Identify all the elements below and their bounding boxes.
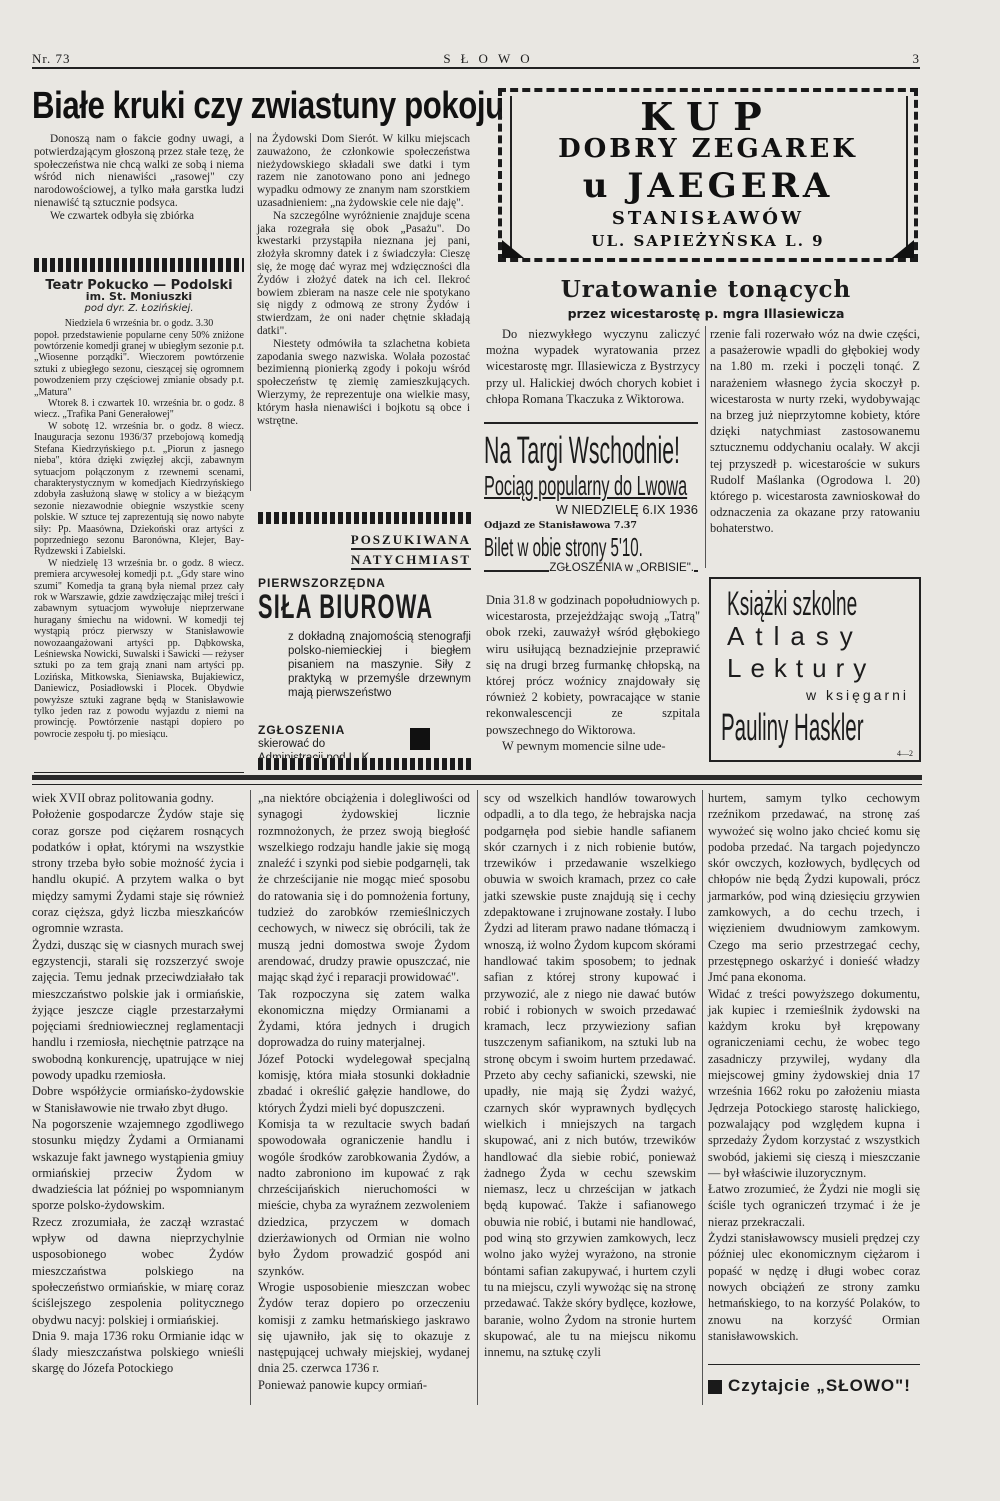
ad-fair-ticket: Bilet w obie strony 5'10. [484,532,643,562]
article1-para: na Żydowski Dom Sierót. W kilku miejscach zauważono, że członkowie społeczeństwa nieżydowskiego składali swe datki i tym razem nie zanotowano pono ani jednego wypadku odmowy ze znanym nam szorstkiem uzasadnieniem: „na żydowskie cele nie daję". [257,133,470,209]
masthead [32,52,920,66]
ornament-bar [258,758,471,770]
theatre-date: Niedziela 6 września br. o godz. 3.30 [64,318,214,330]
ad-street: UL. SAPIEŻYŃSKA L. 9 [591,232,825,250]
rescue-para: W pewnym momencie silne ude- [502,738,666,753]
black-square-icon [708,1380,722,1394]
section-divider [32,775,922,780]
theatre-notice [34,280,244,740]
column-rule [250,133,251,491]
ad-pierwszorzedna: PIERWSZORZĘDNA [258,576,386,590]
theatre-title: Teatr Pokucko — Podolski [45,278,233,293]
paper-title: SŁOWO [443,51,540,66]
page-number: 3 [912,51,920,66]
article2-col1: wiek XVII obraz politowania godny. Położenie gospodarcze Żydów staje się coraz gorsze pod ciężarem rosnących podatków i opłat, którymi na wszystkie strony trzeba było sobie możność życia i handlu okupić. A przytem walka o byt między samymi Żydami staje się również coraz cięższa, gdyż liczba mieszkańców ogromnie wzrasta. Żydzi, dusząc się w ciasnych murach swej egzystencji, starali się rozszerzyć swoje zajęcia. Temu jednak przeciwdziałało tak mieszczaństwo polskie jak i ormiańskie, żyjące jeszcze ciągle przestarzałymi pojęciami średniowiecznej reglamentacji handlu i rzemiosła, niechętnie patrzące na swobodną konkurencję, upatrujące w niej powody upadku rzemiosła. Dobre współżycie ormiańsko-żydowskie w Stanisławowie nie trwało zbyt długo. Na pogorszenie wzajemnego zgodliwego stosunku między Żydami a Ormianami wskazuje fakt jawnego wystąpienia gmiuy ormiańskiej przeciw Żydom w dwadzieścia lat później po wspomnianym sporze polsko-żydowskim. Rzecz zrozumiała, że zaczął wzrastać wpływ od dawna nieprzychylnie usposobionego wobec Żydów mieszczaństwa polskiego na społeczeństwo ormiańskie, w miarę coraz ściślejszego zespolenia politycznego obydwu nacyj: polskiej i ormiańskiej. Dnia 9. maja 1736 roku Ormianie idąc w ślady mieszczaństwa polskiego wnieśli skargę do Józefa Potockiego [32,791,244,1376]
article2-col2: „na niektóre obciążenia i dolegliwości od synagogi żydowskiej licznie rozmnożonych, że przez swoją biegłość wszelkiego rodzaju handle jakie się mogą znaleźć i szynki pod siebie podgarnęli, tak że chrześcijanie nie mogąc mieć sposobu do ratowania się i do pomnożenia fortuny, tudzież do zarobków rzemieślniczych cechowych, w niwecz się obrócili, tak że muszą jedni domostwa swoje Żydom arendować, drudzy prawie opuszczać, nie mając skąd żyć i reparacji prowidować". Tak rozpoczyna się zatem walka ekonomiczna między Ormianami a Żydami, która jednych i drugich doprowadza do ruiny materjalnej. Józef Potocki wydelegował specjalną komisję, która miała stosunki dokładnie zbadać i określić gałęzie handlowe, do których Żydzi mieli być dopuszczeni. Komisja ta w rezultacie swych badań spowodowała ograniczenie handlu i wogóle środków zarobkowania Żydów, a nadto zabroniono im kupować z rąk chrześcijańskich nieruchomości w mieście, chyba za wyraźnem zezwoleniem dziedzica, przyczem w domach dzierżawionych od Ormian nie wolno było Żydom prowadzić gospód ani szynków. Wrogie usposobienie mieszczan wobec Żydów teraz dopiero po orzeczeniu komisji z zamku hetmańskiego jaskrawo się ujawniło, jak się to okazuje z następującej uchwały miejskiej, wydanej dnia 25. czerwca 1736 r. Ponieważ panowie kupcy ormiań- [258,791,470,1392]
ad-fair-contact: ZGŁOSZENIA w „ORBISIE". [549,562,694,574]
article-headline: Białe kruki czy zwiastuny pokoju [32,85,504,127]
ad-kup: KUP [640,94,776,139]
ad-fair-date: W NIEDZIELĘ 6.IX 1936 [555,502,698,517]
black-square-icon [410,728,430,750]
ad-bookstore [709,577,921,762]
ad-body: z dokładną znajomością stenografji polsko-niemieckiej i biegłem pisaniem na maszynie. Siły z praktyką w przemyśle drzewnym mają pierwszeństwo [288,631,471,699]
ad-fair-depart: Odjazd ze Stanisławowa 7.37 [484,520,637,531]
ad-fair-train: Pociąg popularny do Lwowa [484,470,688,501]
rule [708,1364,920,1365]
column-rule [477,790,478,1405]
theatre-para: W niedzielę 13 września br. o godz. 8 wiecz. premiera arcywesołej komedji p.t. „Gdy stare wino szumi" Komedja ta graną była niemal przez cały rok w Warszawie, gdzie zawdzięczając miłej treści i zabawnym sytuacjom wywołuje nieprzerwane huragany śmiechu na widowni. W komedji tej wystąpią prócz pierwszy w Stanisławowie nowozaangażowani artyści pp. Dąbkowska, Leśniewska Nowicki, Suwalski i Sawicki — reżyser sztuki po za tem grają znani nam artyści pp. Lozińska, Mitkowska, Sieniawska, Bujakiewicz, Daniewicz, Posiadłowski i Plocek. Obydwie powyższe sztuki zagrane będą w Stanisławowie tylko jeden raz z powodu wyjazdu z niemi na prowincję. Powtórzenie nastąpi dopiero po powrocie zespołu tj. po miesiącu. [34,557,244,740]
rescue-col3 [486,592,700,754]
rescue-subheadline: przez wicestarostę p. mgra Illasiewicza [567,306,845,321]
article1-para: We czwartek odbyła się zbiórka [50,209,195,222]
rescue-col1 [486,326,700,407]
article1-para: Donoszą nam o fakcie godny uwagi, a potwierdzającym głoszoną przez stałe tezę, że społeczeństwa nie chcą walki ze sobą i niema wśród nich nienawiści „rasowej" czy narodowościowej, a tylko mała garstka ludzi nienawiść tą sztucznie podsyca. [34,133,244,209]
ad-books-lektury: Lektury [727,653,876,683]
ad-books-code: 4—2 [897,749,913,758]
theatre-director: pod dyr. Z. Łozińskiej. [84,302,194,314]
article2-col4: hurtem, samym tylko cechowym rzeźnikom przedawać, na stronę zaś wywożeć się wolno jako chcieć komu się podoba przedać. Na targach pojedynczo skór owczych, kozłowych, bydlęcych od chłopów nie będą Żydzi kupowali, prócz jarmarków, pod winą dziesięciu grzywien zamkowych, a do cechu trzech, i więzieniem dwudniowym zamkowym. Czego ma serio przestrzegać cechy, przestępnego oskarżyć i donieść władzy Jmć pana ekonoma. Widać z treści powyższego dokumentu, jak kupiec i rzemieślnik żydowski na każdym kroku był krępowany ograniczeniami cechu, że wobec tego zasadniczy przywilej, wydany dla miejscowej gminy żydowskiej dnia 17 września 1662 roku po założeniu miasta Jędrzeja Potockiego starostę halickiego, pozwalający pod względem kupna i sprzedaży Żydom korzystać z wszystkich swobód, jakiemi się cieszą i mieszczanie — był właściwie iluzorycznym. Łatwo zrozumieć, że Żydzi nie mogli się ściśle tych ograniczeń trzymać i że je nieraz przekraczali. Żydzi stanisławowscy musieli prędzej czy później ulec ekonomicznym ciężarom i popaść w nędzę i długi wobec coraz nowych obciążeń ze strony zamku hetmańskiego, to na korzyść Polaków, to znowu na korzyść Ormian stanisławowskich. [708,791,920,1343]
ornament-bar [34,258,244,272]
issue-number: Nr. 73 [32,51,71,66]
corner-ornament [502,240,524,258]
ad-books-store: w księgarni [805,687,909,703]
rescue-para: Dnia 31.8 w godzinach popołudniowych p. wicestarosta, przejeżdżając swoją „Tatrą" obok rzeki, zauważył wśród głębokiego wiru usiłującą beznadziejnie przeprawić się na drugi brzeg furmankę chłopską, na której prócz woźnicy znajdowały się również 2 kobiety, powracające w stanie rekonwalescencji ze szpitala powszechnego do Wiktorowa. [486,593,700,737]
article1-para: Na szczególne wyróżnienie znajduje scena jaka rozegrała się obok „Pasażu". Do kwestarki przystąpiła nieznana jej pani, złożyła skromny datek i z świadczyła: Cieszę się, że mogę dać wyraz mej wdzięczności dla Żydów i złożyć datek na ich cel. Ilekroć bowiem zbieram na nasze cele nie spotykano się nigdy z odmową ze strony Żydów i stwierdzam, że oni nader chętnie składają datki". [257,209,470,337]
corner-ornament [892,240,914,258]
ad-fair-title: Na Targi Wschodnie! [484,430,680,472]
column-rule [250,790,251,1405]
theatre-para: popoł. przedstawienie popularne ceny 50% zniżone powtórzenie komedji granej w ubiegłym sezonie p.t. „Wiosenne porządki". Wieczorem powtórzenie sztuki z ubiegłego sezonu, cieszącej się ogromnem powodzeniem przy częściowej zmianie obsady p.t. „Matura" [34,329,244,398]
rescue-headline: Uratowanie tonących [560,276,852,303]
rule [34,772,244,773]
theatre-para: W sobotę 12. września br. o godz. 8 wiecz. Inauguracja sezonu 1936/37 przebojową komedją Stefana Kiedrzyńskiego p.t. „Piorun z jasnego nieba", która dzięki zwięzłej akcji, zabawnym sytuacjom połączonym z rzewnemi scenami, charakterystycznym w komedjach Kiedrzyńskiego zdobyła zasłużoną sławę w stolicy a w bieżącym sezonie niezawodnie obiegnie wszystkie sceny polskie. W sztuce tej zaprezentują się nowo nabyte siły: Pp. Maasówna, Dziekoński oraz artyści z poprzedniego sezonu Baronówna, Klejer, Bay-Rydzewski i Zabielski. [34,420,244,558]
ad-jaegera: u JAEGERA [582,166,834,206]
section-divider [32,784,922,785]
rescue-para: rzenie fali rozerwało wóz na dwie części, a pasażerowie wpadli do głębokiej wody na 1.80 m. rzeki i poczęli tonąć. Z narażeniem własnego życia skoczył p. wicestarosta w nurty rzeki, wydobywając na brzeg już nieprzytomne kobiety, które dzięki natychmiast zastosowanemu sztucznemu oddychaniu ocalały. W akcji tej przyszedł p. wicestaroście w sukurs Rudolf Maślanka (Ogrodowa l. 20) którego p. wicestarosta zawnioskował do odznaczenia za okazane przy ratowaniu bohaterstwo. [710,327,920,536]
ad-zgloszenia: ZGŁOSZENIA [258,723,346,737]
rescue-col2 [710,326,920,537]
ad-natychmiast: NATYCHMIAST [351,552,471,570]
ad-city: STANISŁAWÓW [611,208,805,229]
ad-books-title: Książki szkolne [727,585,858,623]
article1-para: Niestety odmówiła ta szlachetna kobieta zapodania swego nazwiska. Wolała pozostać bezimienną pionierką zgody i pokoju wśród społeczeństw tę ziemię zamieszkujących. Wierzymy, że reprezentuje ona wielkie masy, którym hasła nienawiści i bojkotu są obce i wstrętne. [257,337,470,427]
cta-text: Czytajcie „SŁOWO"! [728,1376,911,1395]
ad-address: skierować do [258,738,326,750]
ad-books-owner: Pauliny Haskler [721,707,864,749]
ornament-bar [258,512,471,524]
article1-col1 [34,133,244,223]
ad-office-job [258,528,471,772]
ad-poszukiwana: POSZUKIWANA [351,532,471,550]
ad-books-atlasy: Atlasy [727,621,864,651]
rescue-para: Do niezwykłego wyczynu zaliczyć można wypadek wyratowania przez wicestarostę mgr. Illasiewicza z Bystrzycy przy ul. Halickiej dwóch chorych kobiet i chłopa Romana Tkaczuka z Wiktorowa. [486,327,700,406]
theatre-para: Wtorek 8. i czwartek 10. września br. o godz. 8 wiecz. „Trafika Pani Generałowej" [34,398,244,421]
theatre-subtitle: im. St. Moniuszki [85,290,193,304]
ad-fair [484,422,698,572]
article1-col2 [257,133,470,427]
ad-sila-biurowa: SIŁA BIUROWA [258,588,434,626]
column-rule [705,326,706,568]
cta-read-slowo [708,1376,911,1396]
article2-col3: scy od wszelkich handlów towarowych odpadli, a to dla tego, że hebrajska nacja podgarnęła pod siebie handle safianem skór czarnych i z nich robienie butów, trzewików i przedawanie wszelkiego obuwia w swoich kramach, przez co całe jatki szewskie puste znajdują się i cechy zdepaktowane i zrujnowane zostały. I lubo Żydzi ad literam prawo nadane tłómaczą i wnoszą, iż wolno Żydom kupcom skórami handlować takim sposobem; to jednak safian z której strony kupować i przywozić, ale z niego nie dawać butów robić i robionych w swoich przedawać kramach, lecz przywieziony safian tuszczenym safianikom, na sztuki lub na stronę obcym i swoim hurtem przedawać. Przeto aby cechy safianicki, szewski, nie upadły, nie mają się Żydzi ważyć, czarnych skór wyprawnych bydlęcych wielkich i mniejszych na targach skupować, ani z nich butów, trzewików handlować dla siebie robić, ponieważ żadnego Żyda w cechu szewskim niemasz, lecz u chrześcijan w jatkach będą kupować. Także i safianowego obuwia nie robić, i butami nie handlować, pod winą sto grzywien zamkowych, lecz wolno jako wyżej wyrażono, na stronie bóntami safian zakupywać, i hurtem czyli tu na miejscu, czyli wywożąc się na stronę przedawać. Także skóry bydlęce, kozłowe, baranie, wolno Żydom na stronie hurtem skupować, ale tu na miejscu nikomu innemu, na sztukę czyli [484,791,696,1360]
header-rule [32,67,920,69]
column-rule [702,790,703,1405]
ad-zegarek: DOBRY ZEGAREK [558,134,858,164]
